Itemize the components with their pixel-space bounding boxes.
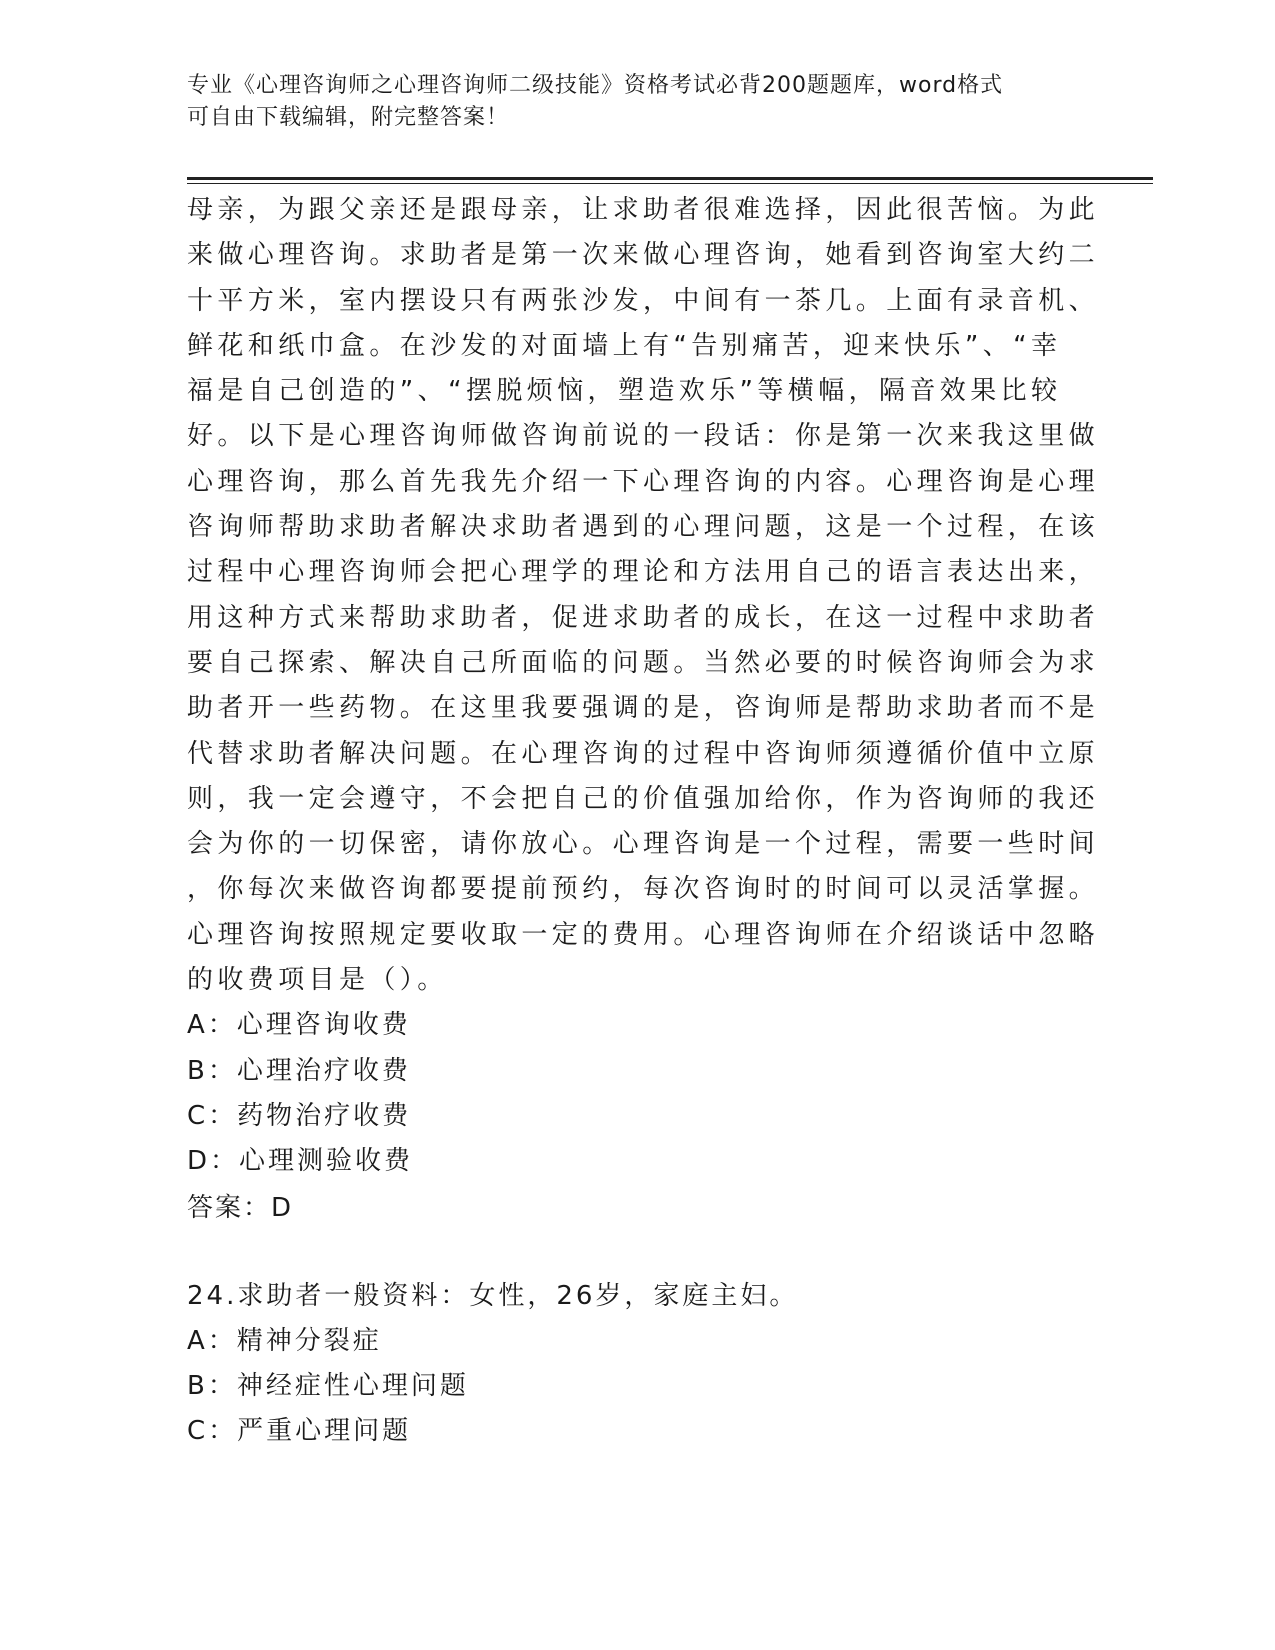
passage-line: 母亲，为跟父亲还是跟母亲，让求助者很难选择，因此很苦恼。为此 xyxy=(187,195,1100,225)
header-rule-thin xyxy=(187,183,1153,184)
q23-option-d: D：心理测验收费 xyxy=(187,1146,414,1177)
passage-line: 则，我一定会遵守，不会把自己的价值强加给你，作为咨询师的我还 xyxy=(187,783,1100,814)
q24-option-a: A：精神分裂症 xyxy=(187,1325,382,1356)
passage-line: 助者开一些药物。在这里我要强调的是，咨询师是帮助求助者而不是 xyxy=(187,693,1100,724)
header-title-line-2: 可自由下载编辑，附完整答案！ xyxy=(187,105,510,130)
passage-line: 用这种方式来帮助求助者，促进求助者的成长，在这一过程中求助者 xyxy=(187,602,1100,633)
passage-line: 心理咨询，那么首先我先介绍一下心理咨询的内容。心理咨询是心理 xyxy=(187,466,1100,497)
passage-line: 心理咨询按照规定要收取一定的费用。心理咨询师在介绍谈话中忽略 xyxy=(187,919,1100,950)
passage-line: 十平方米，室内摆设只有两张沙发，中间有一茶几。上面有录音机、 xyxy=(187,285,1100,316)
passage-line: 鲜花和纸巾盒。在沙发的对面墙上有“告别痛苦，迎来快乐”、“幸 xyxy=(187,330,1062,361)
q23-answer: 答案：D xyxy=(187,1192,294,1223)
passage-line: 好。以下是心理咨询师做咨询前说的一段话：你是第一次来我这里做 xyxy=(187,421,1100,452)
passage-line: 来做心理咨询。求助者是第一次来做心理咨询，她看到咨询室大约二 xyxy=(187,240,1100,271)
q23-option-b: B：心理治疗收费 xyxy=(187,1055,411,1086)
q24-stem: 24.求助者一般资料：女性，26岁，家庭主妇。 xyxy=(187,1280,799,1311)
passage-line: 咨询师帮助求助者解决求助者遇到的心理问题，这是一个过程，在该 xyxy=(187,512,1100,543)
passage-line: 的收费项目是（）。 xyxy=(187,965,448,996)
document-header xyxy=(187,70,1087,134)
q24-option-b: B：神经症性心理问题 xyxy=(187,1371,469,1402)
passage-line: 福是自己创造的”、“摆脱烦恼，塑造欢乐”等横幅，隔音效果比较 xyxy=(187,376,1062,407)
passage-line: 代替求助者解决问题。在心理咨询的过程中咨询师须遵循价值中立原 xyxy=(187,738,1100,769)
passage-line: 要自己探索、解决自己所面临的问题。当然必要的时候咨询师会为求 xyxy=(187,647,1100,678)
q24-option-c: C：严重心理问题 xyxy=(187,1416,412,1447)
question-content xyxy=(187,188,1100,1455)
passage-line: 过程中心理咨询师会把心理学的理论和方法用自己的语言表达出来， xyxy=(187,557,1100,588)
q23-option-a: A：心理咨询收费 xyxy=(187,1010,411,1041)
q23-option-c: C：药物治疗收费 xyxy=(187,1100,412,1131)
passage-line: 会为你的一切保密，请你放心。心理咨询是一个过程，需要一些时间 xyxy=(187,829,1100,860)
passage-line: ，你每次来做咨询都要提前预约，每次咨询时的时间可以灵活掌握。 xyxy=(187,874,1100,905)
header-title-line-1: 专业《心理咨询师之心理咨询师二级技能》资格考试必背200题题库，word格式 xyxy=(187,73,1004,98)
header-rule-thick xyxy=(187,177,1153,180)
question-spacer xyxy=(187,1231,1067,1274)
